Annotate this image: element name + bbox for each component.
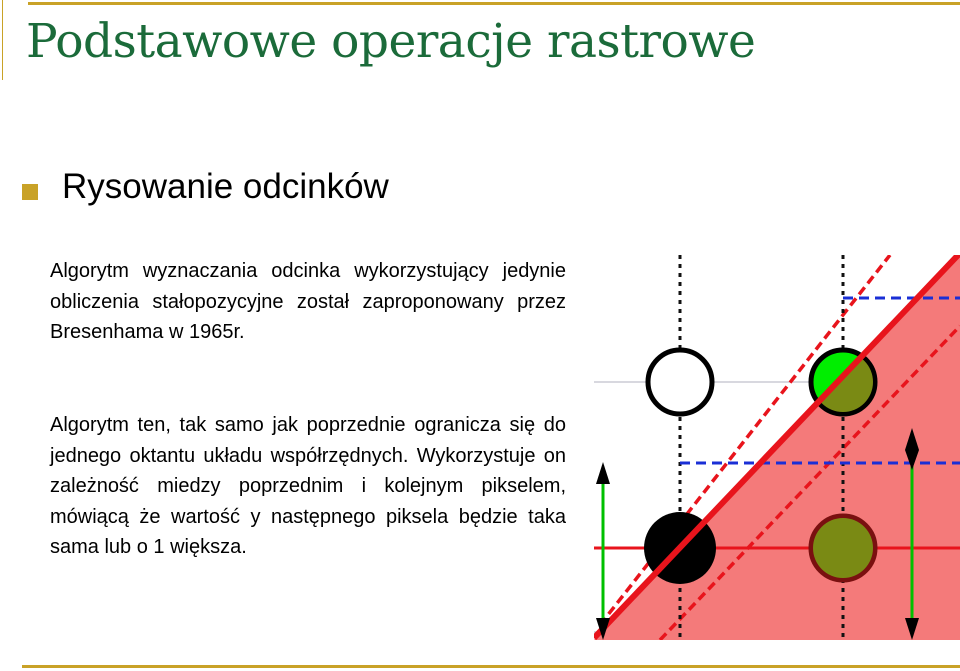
paragraph-intro: Algorytm wyznaczania odcinka wykorzystujący jedynie obliczenia stałopozycyjne został zaproponowany przez Bresenhama w 1965r. [50,260,566,343]
lower-pixel-overlap [813,518,873,578]
bottom-accent-bar [22,665,960,668]
paragraph-description: Algorytm ten, tak samo jak poprzednie ogranicza się do jednego oktantu układu współrzędnych. Wykorzystuje on zależność miedzy poprzednim i kolejnym pikselem, mówiącą że wartość y następnego piksela będzie taka sama lub o 1 większa. [50,414,566,558]
section-heading: Rysowanie odcinków [62,167,389,206]
slide-title: Podstawowe operacje rastrowe [26,14,756,69]
diagram-content [594,253,960,640]
empty-pixel-circle [648,350,712,414]
